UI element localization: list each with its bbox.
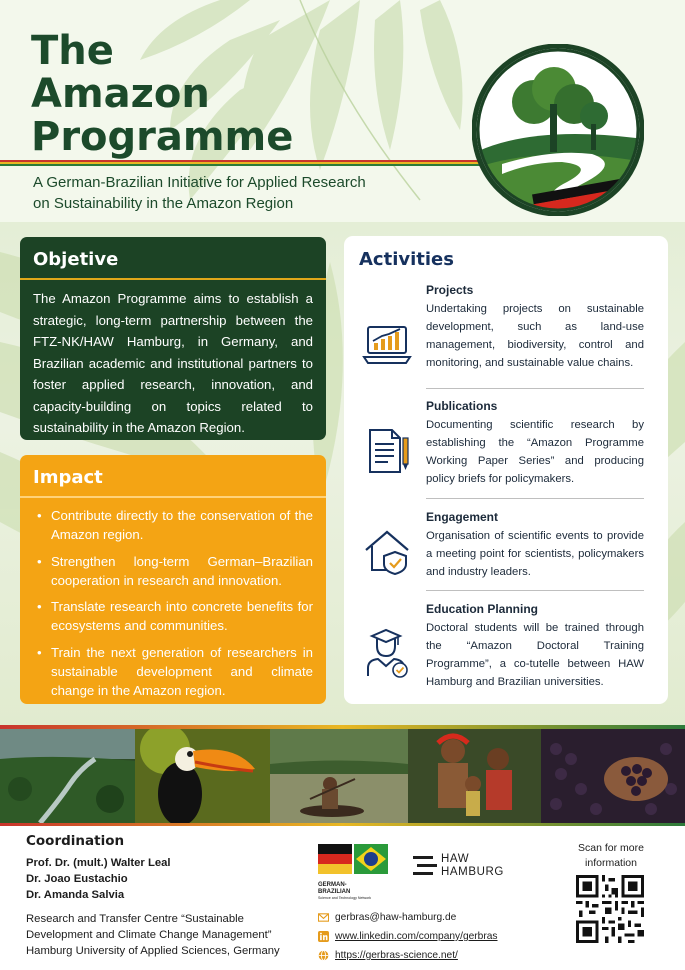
amazon-programme-logo-icon <box>472 44 644 216</box>
activity-divider <box>426 498 644 499</box>
contact-website[interactable] <box>318 946 498 965</box>
house-shield-icon <box>362 526 412 576</box>
activity-title: Publications <box>426 399 498 413</box>
contact-list <box>318 908 498 965</box>
coordinator-names <box>26 855 171 903</box>
objective-card <box>20 237 326 440</box>
activity-projects <box>426 283 644 372</box>
linkedin-icon <box>318 931 329 942</box>
impact-item: • Train the next generation of researchers in sustainable development and climate change in the Amazon region. <box>37 643 313 700</box>
activity-title: Engagement <box>426 510 499 524</box>
coordinator-name: Dr. Joao Eustachio <box>26 873 128 885</box>
qr-code-icon[interactable] <box>576 875 644 943</box>
activity-engagement <box>426 510 644 581</box>
german-brazilian-logo: GERMAN- BRAZILIAN Science and Technology Network <box>318 844 390 892</box>
haw-logo-icon <box>413 854 437 878</box>
indigenous-family-photo <box>408 729 541 823</box>
header-section <box>0 0 685 222</box>
activity-text: Documenting scientific research by establishing the “Amazon Programme Working Paper Series” and producing policy briefs for policymakers. <box>426 419 644 485</box>
document-pen-icon <box>362 426 412 476</box>
amazon-river-aerial-photo <box>0 729 135 823</box>
contact-email[interactable] <box>318 908 498 927</box>
impact-divider <box>20 496 326 498</box>
activity-divider <box>426 388 644 389</box>
photo-strip <box>0 729 685 823</box>
activities-heading: Activities <box>359 249 454 270</box>
canoe-paddler-photo <box>270 729 408 823</box>
coordinator-name: Prof. Dr. (mult.) Walter Leal <box>26 857 171 869</box>
impact-card <box>20 455 326 704</box>
activity-education-planning <box>426 602 644 691</box>
activity-divider <box>426 590 644 591</box>
coordinator-name: Dr. Amanda Salvia <box>26 889 125 901</box>
impact-item: • Contribute directly to the conservation of the Amazon region. <box>37 506 313 544</box>
toucan-photo <box>135 729 270 823</box>
contact-linkedin[interactable] <box>318 927 498 946</box>
objective-text: The Amazon Programme aims to establish a strategic, long-term partnership between the FTZ-NK/HAW Hamburg, in Germany, and Brazilian academic and institutional partners to foster applied research, innovation, and capacity-building on topics related to sustainability in the Amazon Region. <box>33 291 313 435</box>
impact-item: • Translate research into concrete benefits for ecosystems and communities. <box>37 597 313 635</box>
activity-publications <box>426 399 644 488</box>
footer <box>0 826 685 970</box>
contact-website-link[interactable]: https://gerbras-science.net/ <box>335 950 458 961</box>
acai-berries-photo <box>541 729 685 823</box>
activity-title: Projects <box>426 283 474 297</box>
page-title: The Amazon Programme <box>31 28 294 160</box>
impact-heading: Impact <box>33 467 103 488</box>
activity-title: Education Planning <box>426 602 539 616</box>
laptop-chart-icon <box>362 321 412 371</box>
activity-text: Undertaking projects on sustainable development, such as land-use management, biodiversity, control and monitoring, and sustainable value chains. <box>426 303 644 369</box>
institution-text: Research and Transfer Centre “Sustainable Development and Climate Change Management” Hamburg University of Applied Sciences, Germany <box>26 913 280 957</box>
graduate-icon <box>362 628 412 678</box>
title-divider <box>0 160 520 166</box>
globe-icon <box>318 950 329 961</box>
activities-card <box>344 236 668 704</box>
contact-linkedin-link[interactable]: www.linkedin.com/company/gerbras <box>335 931 498 942</box>
impact-item: • Strengthen long-term German–Brazilian cooperation in research and innovation. <box>37 552 313 590</box>
envelope-icon <box>318 912 329 923</box>
activity-text: Doctoral students will be trained through the “Amazon Doctoral Training Programme”, a co-tutelle between HAW Hamburg and Brazilian universities. <box>426 622 644 688</box>
objective-divider <box>20 278 326 280</box>
haw-hamburg-logo-text: HAW HAMBURG <box>441 853 504 878</box>
page-subtitle: A German-Brazilian Initiative for Applied Research on Sustainability in the Amazon Region <box>33 174 366 212</box>
activity-text: Organisation of scientific events to provide a meeting point for scientists, policymakers and industry leaders. <box>426 530 644 578</box>
contact-email-text[interactable]: gerbras@haw-hamburg.de <box>335 912 457 923</box>
coordination-heading: Coordination <box>26 833 125 849</box>
objective-heading: Objetive <box>33 249 119 270</box>
german-brazilian-flags-icon <box>318 844 390 876</box>
impact-list <box>33 506 313 700</box>
scan-label: Scan for more information <box>578 842 644 869</box>
